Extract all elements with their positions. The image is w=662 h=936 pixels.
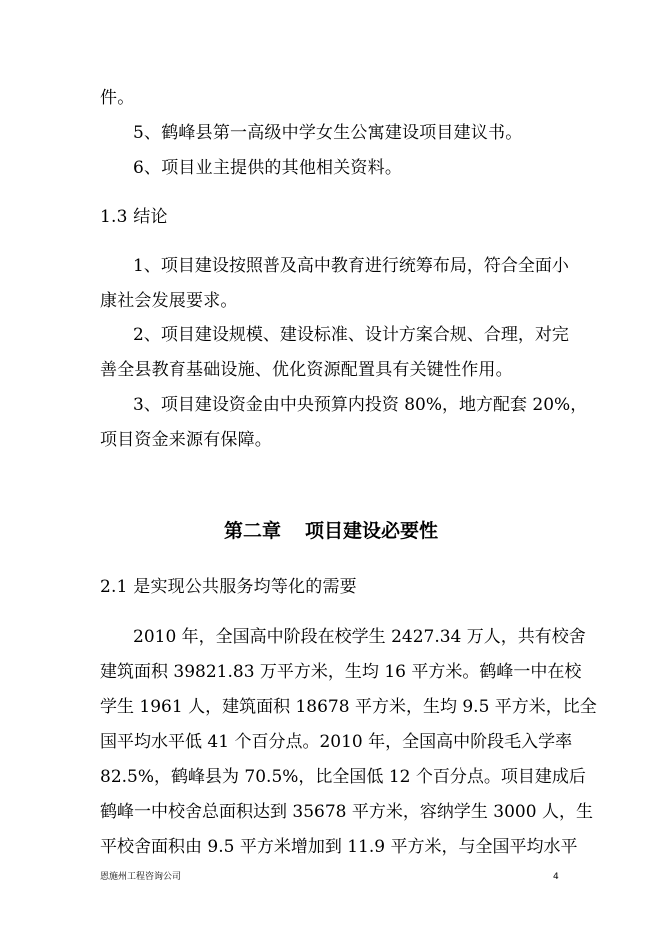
conclusion-3-line-1: 3、项目建设资金由中央预算内投资 80%，地方配套 20%，: [133, 395, 588, 415]
list-item-6: 6、项目业主提供的其他相关资料。: [133, 158, 403, 178]
paragraph-line-1: 2010 年，全国高中阶段在校学生 2427.34 万人，共有校舍: [133, 627, 586, 647]
footer-company: 恩施州工程咨询公司: [100, 872, 182, 882]
section-heading-1-3: 1.3 结论: [100, 207, 168, 227]
conclusion-1-line-1: 1、项目建设按照普及高中教育进行统筹布局，符合全面小: [133, 256, 569, 276]
chapter-heading: [0, 519, 662, 543]
chapter-title: 项目建设必要性: [305, 520, 439, 542]
chapter-number: 第二章: [223, 520, 281, 542]
paragraph-line-3: 学生 1961 人，建筑面积 18678 平方米，生均 9.5 平方米，比全: [100, 697, 597, 717]
text-line: 件。: [100, 88, 135, 108]
conclusion-1-line-2: 康社会发展要求。: [100, 291, 238, 311]
conclusion-2-line-2: 善全县教育基础设施、优化资源配置具有关键性作用。: [100, 360, 513, 380]
list-item-5: 5、鹤峰县第一高级中学女生公寓建设项目建议书。: [133, 123, 523, 143]
paragraph-line-5: 82.5%，鹤峰县为 70.5%，比全国低 12 个百分点。项目建成后: [100, 767, 586, 787]
paragraph-line-7: 平校舍面积由 9.5 平方米增加到 11.9 平方米，与全国平均水平: [100, 837, 578, 857]
paragraph-line-4: 国平均水平低 41 个百分点。2010 年，全国高中阶段毛入学率: [100, 732, 573, 752]
paragraph-line-2: 建筑面积 39821.83 万平方米，生均 16 平方米。鹤峰一中在校: [100, 662, 582, 682]
paragraph-line-6: 鹤峰一中校舍总面积达到 35678 平方米，容纳学生 3000 人，生: [100, 802, 593, 822]
conclusion-3-line-2: 项目资金来源有保障。: [100, 430, 272, 450]
footer-page-number: 4: [553, 872, 559, 882]
conclusion-2-line-1: 2、项目建设规模、建设标准、设计方案合规、合理，对完: [133, 325, 569, 345]
section-heading-2-1: 2.1 是实现公共服务均等化的需要: [100, 577, 357, 597]
